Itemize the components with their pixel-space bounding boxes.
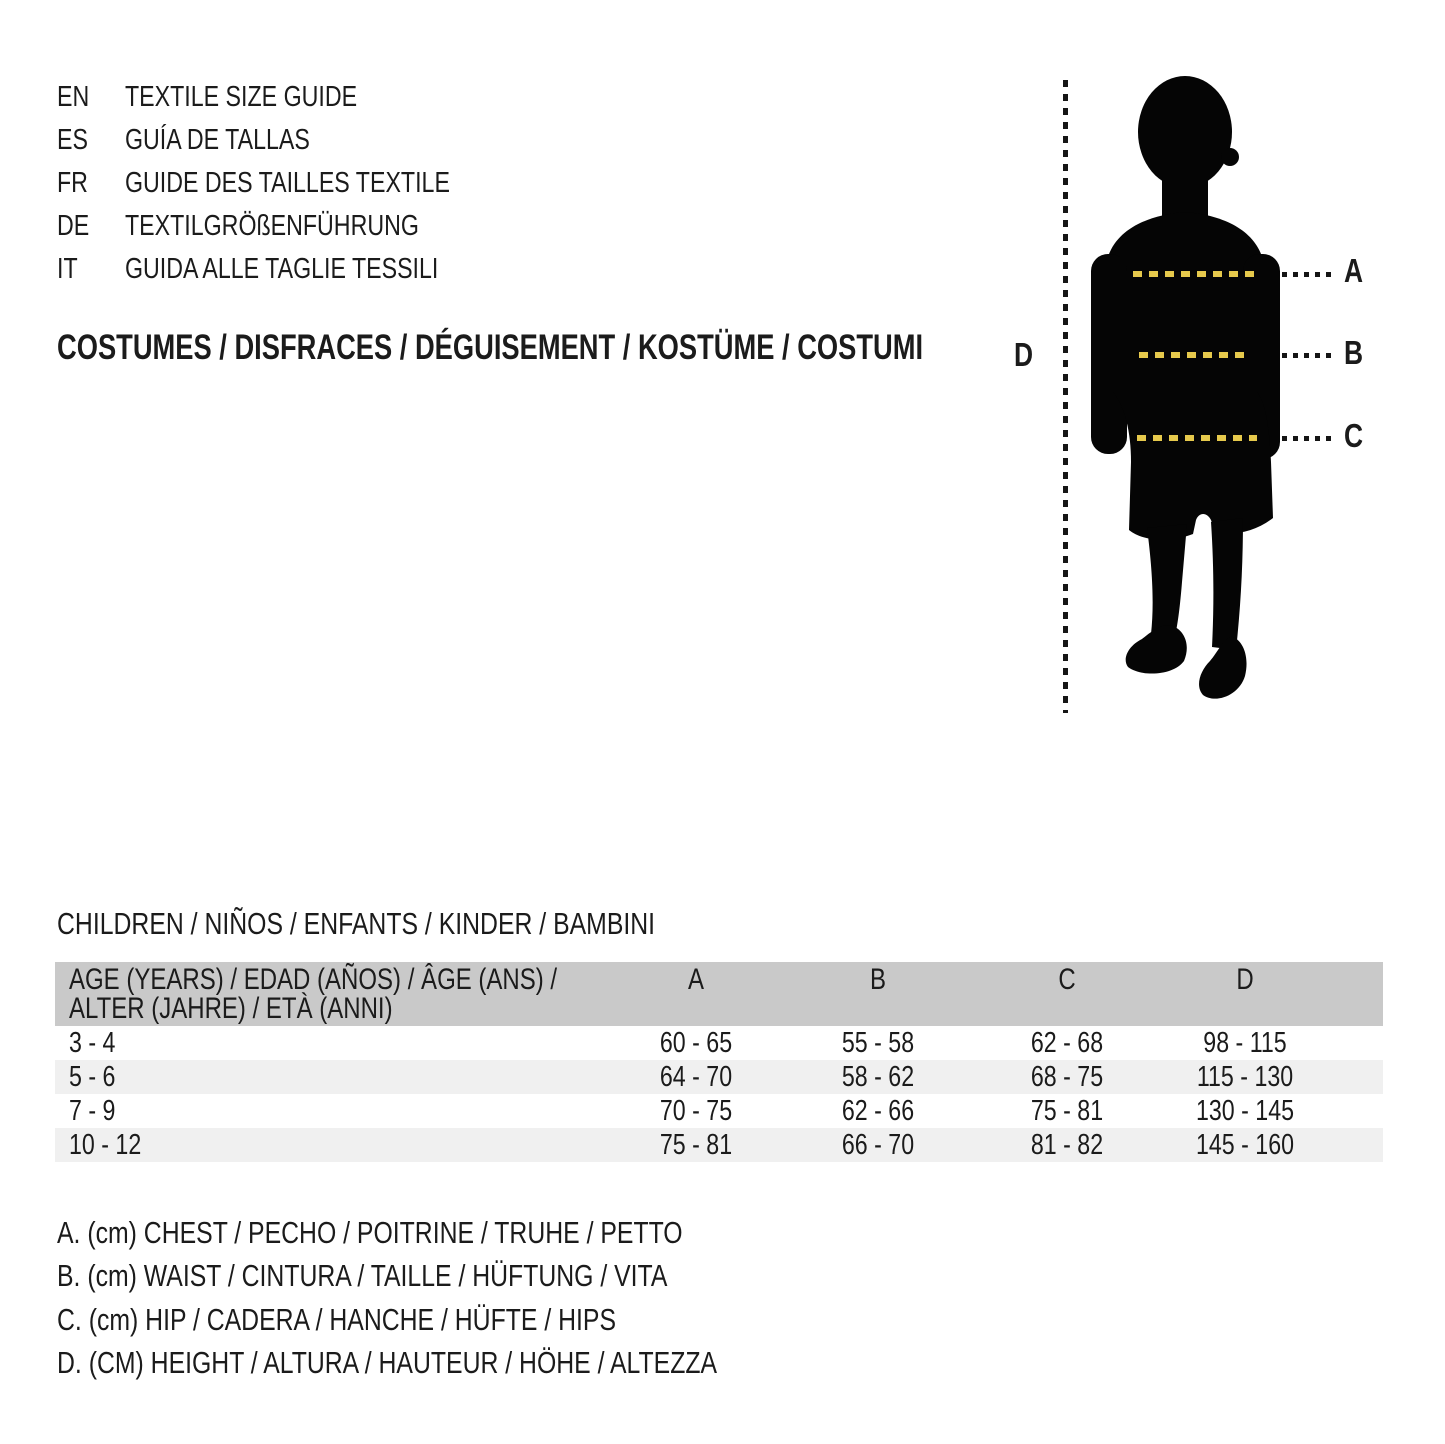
age-cell: 5 - 6 <box>69 1061 116 1093</box>
language-row <box>57 162 531 205</box>
size-table-header <box>55 962 1383 1026</box>
children-section-title: CHILDREN / NIÑOS / ENFANTS / KINDER / BAMBINI <box>57 906 656 941</box>
chest-dash-line <box>1133 271 1254 277</box>
height-value-cell: 145 - 160 <box>1195 1129 1294 1161</box>
language-code: ES <box>57 124 88 156</box>
hip-value-cell: 62 - 68 <box>1030 1027 1104 1059</box>
silhouette-right-shoe <box>1199 637 1246 699</box>
chest-value-cell: 75 - 81 <box>660 1129 733 1161</box>
legend-item-hip: C. (cm) HIP / CADERA / HANCHE / HÜFTE / HIPS <box>57 1301 616 1337</box>
legend-item-waist: B. (cm) WAIST / CINTURA / TAILLE / HÜFTUNG / VITA <box>57 1258 668 1294</box>
height-measure-dotted-line <box>1063 80 1068 713</box>
waist-value-cell: 62 - 66 <box>842 1095 915 1127</box>
legend-item-height: D. (CM) HEIGHT / ALTURA / HAUTEUR / HÖHE / ALTEZZA <box>57 1345 718 1381</box>
column-header-height: D <box>1236 963 1254 996</box>
language-row <box>57 205 531 248</box>
hip-label: C <box>1344 417 1364 454</box>
hip-value-cell: 75 - 81 <box>1030 1095 1104 1127</box>
height-value-cell: 115 - 130 <box>1196 1061 1294 1093</box>
size-table <box>55 962 1383 1162</box>
language-label: TEXTILE SIZE GUIDE <box>125 81 358 113</box>
waist-dash-line <box>1139 352 1249 358</box>
language-label: GUÍA DE TALLAS <box>125 124 310 156</box>
table-row <box>55 1026 1383 1060</box>
chest-value-cell: 60 - 65 <box>660 1027 733 1059</box>
table-row <box>55 1094 1383 1128</box>
chest-label: A <box>1344 252 1364 289</box>
hip-value-cell: 81 - 82 <box>1030 1129 1104 1161</box>
language-label: GUIDA ALLE TAGLIE TESSILI <box>125 253 439 285</box>
column-header-waist: B <box>870 963 887 996</box>
waist-label: B <box>1344 334 1364 371</box>
language-row <box>57 76 531 119</box>
column-header-chest: A <box>688 963 705 996</box>
column-header-hip: C <box>1058 963 1076 996</box>
hip-connector-dots <box>1282 436 1334 441</box>
chest-value-cell: 70 - 75 <box>660 1095 733 1127</box>
child-silhouette <box>1085 62 1305 712</box>
waist-value-cell: 55 - 58 <box>842 1027 915 1059</box>
language-code: IT <box>57 253 78 285</box>
age-cell: 10 - 12 <box>69 1129 142 1161</box>
silhouette-ear <box>1221 148 1239 166</box>
language-row <box>57 248 531 291</box>
silhouette-left-arm <box>1091 254 1127 454</box>
language-code: DE <box>57 210 90 242</box>
waist-connector-dots <box>1282 353 1334 358</box>
language-code: FR <box>57 167 88 199</box>
language-label: TEXTILGRÖßENFÜHRUNG <box>125 210 419 242</box>
legend-item-chest: A. (cm) CHEST / PECHO / POITRINE / TRUHE / PETTO <box>57 1214 683 1250</box>
table-row <box>55 1128 1383 1162</box>
chest-connector-dots <box>1282 272 1334 277</box>
waist-value-cell: 58 - 62 <box>842 1061 915 1093</box>
language-label: GUIDE DES TAILLES TEXTILE <box>125 167 450 199</box>
height-value-cell: 98 - 115 <box>1203 1027 1287 1059</box>
hip-dash-line <box>1137 435 1257 441</box>
chest-value-cell: 64 - 70 <box>660 1061 733 1093</box>
language-code: EN <box>57 81 90 113</box>
height-label: D <box>1014 336 1034 373</box>
table-row <box>55 1060 1383 1094</box>
age-column-header: AGE (YEARS) / EDAD (AÑOS) / ÂGE (ANS) / ALTER (JAHRE) / ETÀ (ANNI) <box>69 963 558 1025</box>
hip-value-cell: 68 - 75 <box>1030 1061 1104 1093</box>
language-list <box>57 76 531 291</box>
age-cell: 7 - 9 <box>69 1095 116 1127</box>
silhouette-left-shoe <box>1126 625 1187 673</box>
silhouette-shorts <box>1113 392 1273 540</box>
measurement-legend <box>57 1211 882 1385</box>
silhouette-left-leg <box>1147 524 1187 637</box>
waist-value-cell: 66 - 70 <box>842 1129 915 1161</box>
height-value-cell: 130 - 145 <box>1195 1095 1294 1127</box>
category-title: COSTUMES / DISFRACES / DÉGUISEMENT / KOSTÜME / COSTUMI <box>57 327 924 367</box>
language-row <box>57 119 531 162</box>
age-cell: 3 - 4 <box>69 1027 116 1059</box>
silhouette-right-leg <box>1211 518 1243 650</box>
